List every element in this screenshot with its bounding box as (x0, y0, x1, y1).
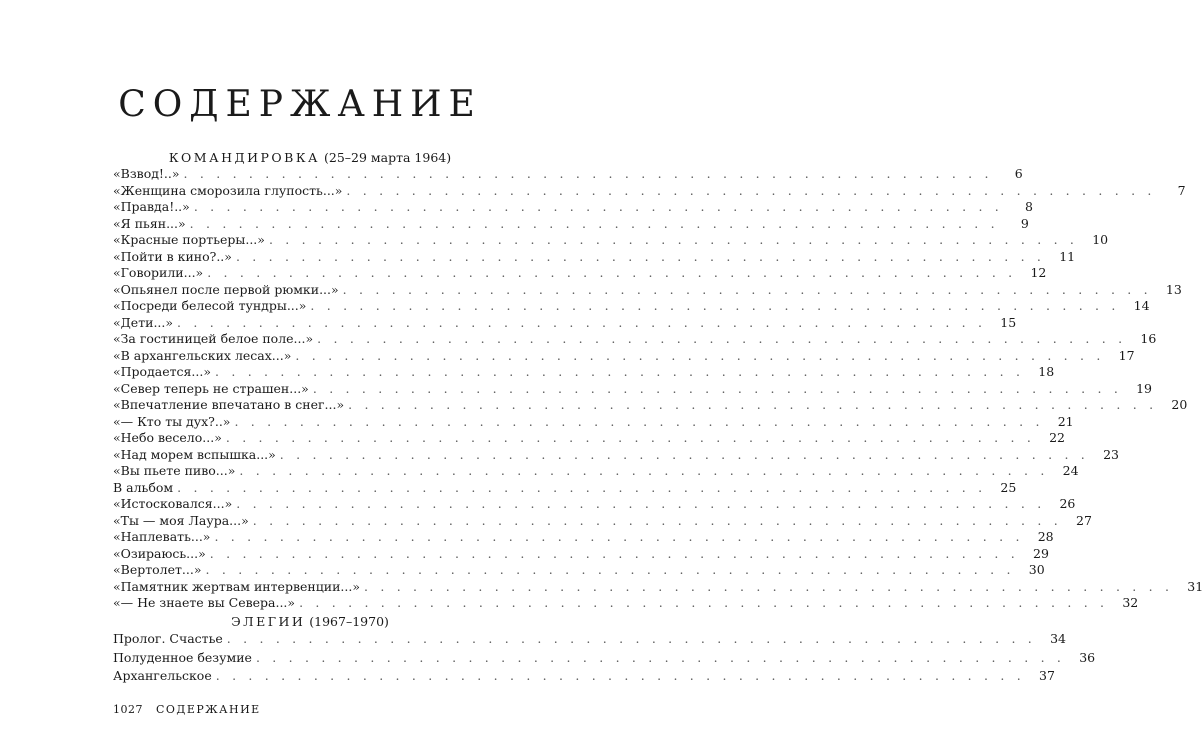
toc-entry[interactable] (113, 630, 1066, 648)
toc-entry-title: «Взвод!..» (113, 166, 180, 181)
toc-entry-page: 11 (1059, 248, 1076, 264)
toc-entry-page: 17 (1118, 347, 1135, 363)
toc-entry[interactable] (113, 512, 1092, 530)
toc-entry-title: «Красные портьеры...» (113, 232, 265, 247)
toc-entry[interactable] (113, 446, 1119, 464)
toc-entry-page: 16 (1140, 331, 1157, 346)
toc-entry-title: В альбом (113, 479, 174, 495)
toc-entry[interactable] (113, 265, 1047, 282)
toc-entry-title: «Памятник жертвам интервенции...» (113, 578, 360, 594)
leader-dots: . . . . . . . . . . . . . . . . . . . . . . . . . . . . . . . . . . . . . . . . . . . . . . . . . . (239, 463, 1049, 478)
leader-dots: . . . . . . . . . . . . . . . . . . . . . . . . . . . . . . . . . . . . . . . . . . . . . . . . . . (312, 380, 1123, 396)
toc-entry-page: 34 (1050, 631, 1066, 646)
toc-entry-title: «Вертолет...» (113, 562, 202, 577)
leader-dots: . . . . . . . . . . . . . . . . . . . . . . . . . . . . . . . . . . . . . . . . . . . . . . . . . . (205, 562, 1015, 577)
toc-entry-title: «— Кто ты дух?..» (113, 413, 231, 429)
toc-entry[interactable] (113, 281, 1182, 299)
toc-entry[interactable] (113, 649, 1096, 667)
toc-entry-title: «Правда!..» (113, 199, 190, 214)
toc-entry-title: «Посреди белесой тундры...» (113, 298, 307, 313)
page-footer (113, 703, 261, 716)
toc-entry[interactable] (113, 562, 1045, 579)
toc-entry-title: «Я пьян...» (113, 215, 186, 231)
toc-entry-title: «Истосковался...» (113, 496, 233, 511)
toc-entry-title: «Над морем вспышка...» (113, 446, 276, 462)
toc-entry-title: «Дети...» (113, 314, 174, 330)
toc-entry-page: 25 (1000, 479, 1017, 495)
toc-entry[interactable] (113, 364, 1055, 381)
toc-entry-title: «Опьянел после первой рюмки...» (113, 281, 339, 297)
toc-entry-page: 18 (1038, 364, 1055, 379)
toc-entry-page: 21 (1057, 413, 1074, 429)
toc-entry-title: «Говорили...» (113, 265, 204, 280)
leader-dots: . . . . . . . . . . . . . . . . . . . . . . . . . . . . . . . . . . . . . . . . . . . . . . . . . . (346, 182, 1156, 198)
toc-list-elegii (113, 630, 1096, 686)
toc-entry-page: 22 (1049, 430, 1066, 445)
toc-entry-title: «Север теперь не страшен...» (113, 380, 309, 396)
leader-dots: . . . . . . . . . . . . . . . . . . . . . . . . . . . . . . . . . . . . . . . . . . . . . . . . . . (310, 298, 1120, 313)
toc-entry-title: «Озираюсь...» (113, 545, 206, 561)
toc-entry[interactable] (113, 380, 1153, 398)
toc-entry-page: 12 (1030, 265, 1047, 280)
toc-entry-title: «Пойти в кино?..» (113, 248, 232, 264)
toc-entry-page: 30 (1028, 562, 1045, 577)
leader-dots: . . . . . . . . . . . . . . . . . . . . . . . . . . . . . . . . . . . . . . . . . . . . . . . . . . (215, 668, 1025, 683)
footer-page-number: 1027 (113, 703, 143, 716)
leader-dots: . . . . . . . . . . . . . . . . . . . . . . . . . . . . . . . . . . . . . . . . . . . . . . . . . . (342, 281, 1152, 297)
leader-dots: . . . . . . . . . . . . . . . . . . . . . . . . . . . . . . . . . . . . . . . . . . . . . . . . . . (226, 631, 1036, 646)
toc-entry-title: «Небо весело...» (113, 430, 222, 445)
section-name: ЭЛЕГИИ (231, 614, 306, 629)
toc-entry-page: 14 (1133, 298, 1150, 313)
toc-entry-page: 31 (1187, 578, 1203, 594)
leader-dots: . . . . . . . . . . . . . . . . . . . . . . . . . . . . . . . . . . . . . . . . . . . . . . . . . . (279, 446, 1089, 462)
footer-running-title: СОДЕРЖАНИЕ (156, 703, 261, 716)
toc-entry-page: 10 (1092, 232, 1109, 247)
leader-dots: . . . . . . . . . . . . . . . . . . . . . . . . . . . . . . . . . . . . . . . . . . . . . . . . . . (225, 430, 1036, 445)
section-dates: (1967–1970) (309, 614, 389, 629)
toc-entry[interactable] (113, 496, 1076, 513)
leader-dots: . . . . . . . . . . . . . . . . . . . . . . . . . . . . . . . . . . . . . . . . . . . . . . . . . . (364, 578, 1174, 594)
section-name: КОМАНДИРОВКА (168, 150, 321, 165)
toc-entry[interactable] (113, 166, 1023, 183)
section-heading-elegii (150, 614, 470, 629)
leader-dots: . . . . . . . . . . . . . . . . . . . . . . . . . . . . . . . . . . . . . . . . . . . . . . . . . . (209, 545, 1019, 561)
toc-entry[interactable] (113, 314, 1017, 332)
toc-entry-page: 24 (1062, 463, 1079, 478)
toc-entry[interactable] (113, 298, 1150, 315)
leader-dots: . . . . . . . . . . . . . . . . . . . . . . . . . . . . . . . . . . . . . . . . . . . . . . . . . . (252, 512, 1062, 528)
toc-entry-page: 20 (1171, 397, 1188, 412)
leader-dots: . . . . . . . . . . . . . . . . . . . . . . . . . . . . . . . . . . . . . . . . . . . . . . . . . . (177, 479, 987, 495)
leader-dots: . . . . . . . . . . . . . . . . . . . . . . . . . . . . . . . . . . . . . . . . . . . . . . . . . . (215, 364, 1025, 379)
toc-entry[interactable] (113, 347, 1135, 365)
toc-entry-page: 36 (1079, 649, 1096, 665)
toc-entry[interactable] (113, 430, 1066, 447)
toc-entry[interactable] (113, 397, 1188, 414)
toc-entry[interactable] (113, 215, 1029, 233)
toc-entry-page: 26 (1059, 496, 1076, 511)
toc-entry-page: 6 (1014, 166, 1023, 181)
toc-entry-title: «Вы пьете пиво...» (113, 463, 236, 478)
toc-entry-page: 32 (1122, 595, 1139, 610)
toc-entry-page: 19 (1136, 380, 1153, 396)
leader-dots: . . . . . . . . . . . . . . . . . . . . . . . . . . . . . . . . . . . . . . . . . . . . . . . . . . (236, 496, 1046, 511)
toc-entry-page: 28 (1037, 529, 1054, 544)
toc-entry[interactable] (113, 479, 1017, 497)
leader-dots: . . . . . . . . . . . . . . . . . . . . . . . . . . . . . . . . . . . . . . . . . . . . . . . . . . (299, 595, 1109, 610)
leader-dots: . . . . . . . . . . . . . . . . . . . . . . . . . . . . . . . . . . . . . . . . . . . . . . . . . . (189, 215, 999, 231)
toc-entry[interactable] (113, 232, 1109, 249)
toc-entry-page: 8 (1025, 199, 1033, 214)
toc-entry[interactable] (113, 545, 1049, 563)
toc-entry-title: «Наплевать...» (113, 529, 211, 544)
toc-entry-title: «Ты — моя Лаура...» (113, 512, 249, 528)
leader-dots: . . . . . . . . . . . . . . . . . . . . . . . . . . . . . . . . . . . . . . . . . . . . . . . . . . (317, 331, 1127, 346)
leader-dots: . . . . . . . . . . . . . . . . . . . . . . . . . . . . . . . . . . . . . . . . . . . . . . . . . . (235, 248, 1046, 264)
toc-entry-title: «— Не знаете вы Севера...» (113, 595, 296, 610)
toc-entry[interactable] (113, 529, 1054, 546)
toc-entry[interactable] (113, 595, 1139, 612)
toc-entry-title: Полуденное безумие (113, 649, 252, 665)
toc-entry-page: 9 (1020, 215, 1029, 231)
leader-dots: . . . . . . . . . . . . . . . . . . . . . . . . . . . . . . . . . . . . . . . . . . . . . . . . . . (207, 265, 1017, 280)
toc-entry-page: 37 (1039, 668, 1055, 683)
toc-entry-page: 29 (1033, 545, 1049, 561)
leader-dots: . . . . . . . . . . . . . . . . . . . . . . . . . . . . . . . . . . . . . . . . . . . . . . . . . . (268, 232, 1079, 247)
leader-dots: . . . . . . . . . . . . . . . . . . . . . . . . . . . . . . . . . . . . . . . . . . . . . . . . . . (214, 529, 1024, 544)
leader-dots: . . . . . . . . . . . . . . . . . . . . . . . . . . . . . . . . . . . . . . . . . . . . . . . . . . (255, 649, 1066, 665)
toc-entry-title: Пролог. Счастье (113, 631, 223, 646)
toc-entry[interactable] (113, 331, 1157, 348)
leader-dots: . . . . . . . . . . . . . . . . . . . . . . . . . . . . . . . . . . . . . . . . . . . . . . . . . . (193, 199, 1003, 214)
toc-entry-title: «В архангельских лесах...» (113, 347, 292, 363)
page-title: СОДЕРЖАНИЕ (118, 84, 482, 126)
toc-entry[interactable] (113, 578, 1203, 596)
toc-entry[interactable] (113, 248, 1076, 266)
toc-entry-page: 23 (1103, 446, 1119, 462)
toc-entry-title: «Женщина сморозила глупость...» (113, 182, 343, 198)
toc-entry-page: 7 (1177, 182, 1186, 198)
toc-entry-page: 27 (1076, 512, 1092, 528)
toc-entry[interactable] (113, 182, 1186, 200)
toc-entry[interactable] (113, 413, 1074, 431)
toc-entry-title: Архангельское (113, 668, 212, 683)
section-dates: (25–29 марта 1964) (324, 150, 452, 165)
leader-dots: . . . . . . . . . . . . . . . . . . . . . . . . . . . . . . . . . . . . . . . . . . . . . . . . . . (348, 397, 1158, 412)
toc-entry-title: «За гостиницей белое поле...» (113, 331, 314, 346)
toc-entry[interactable] (113, 199, 1033, 216)
toc-entry-title: «Продается...» (113, 364, 211, 379)
toc-entry-page: 15 (1000, 314, 1017, 330)
toc-list-komandirovka (113, 166, 1203, 612)
toc-entry[interactable] (113, 667, 1055, 685)
toc-entry[interactable] (113, 463, 1079, 480)
toc-entry-page: 13 (1165, 281, 1182, 297)
leader-dots: . . . . . . . . . . . . . . . . . . . . . . . . . . . . . . . . . . . . . . . . . . . . . . . . . . (177, 314, 987, 330)
leader-dots: . . . . . . . . . . . . . . . . . . . . . . . . . . . . . . . . . . . . . . . . . . . . . . . . . . (234, 413, 1044, 429)
section-heading-komandirovka (150, 150, 470, 165)
toc-entry-title: «Впечатление впечатано в снег...» (113, 397, 345, 412)
leader-dots: . . . . . . . . . . . . . . . . . . . . . . . . . . . . . . . . . . . . . . . . . . . . . . . . . . (183, 166, 993, 181)
leader-dots: . . . . . . . . . . . . . . . . . . . . . . . . . . . . . . . . . . . . . . . . . . . . . . . . . . (295, 347, 1105, 363)
